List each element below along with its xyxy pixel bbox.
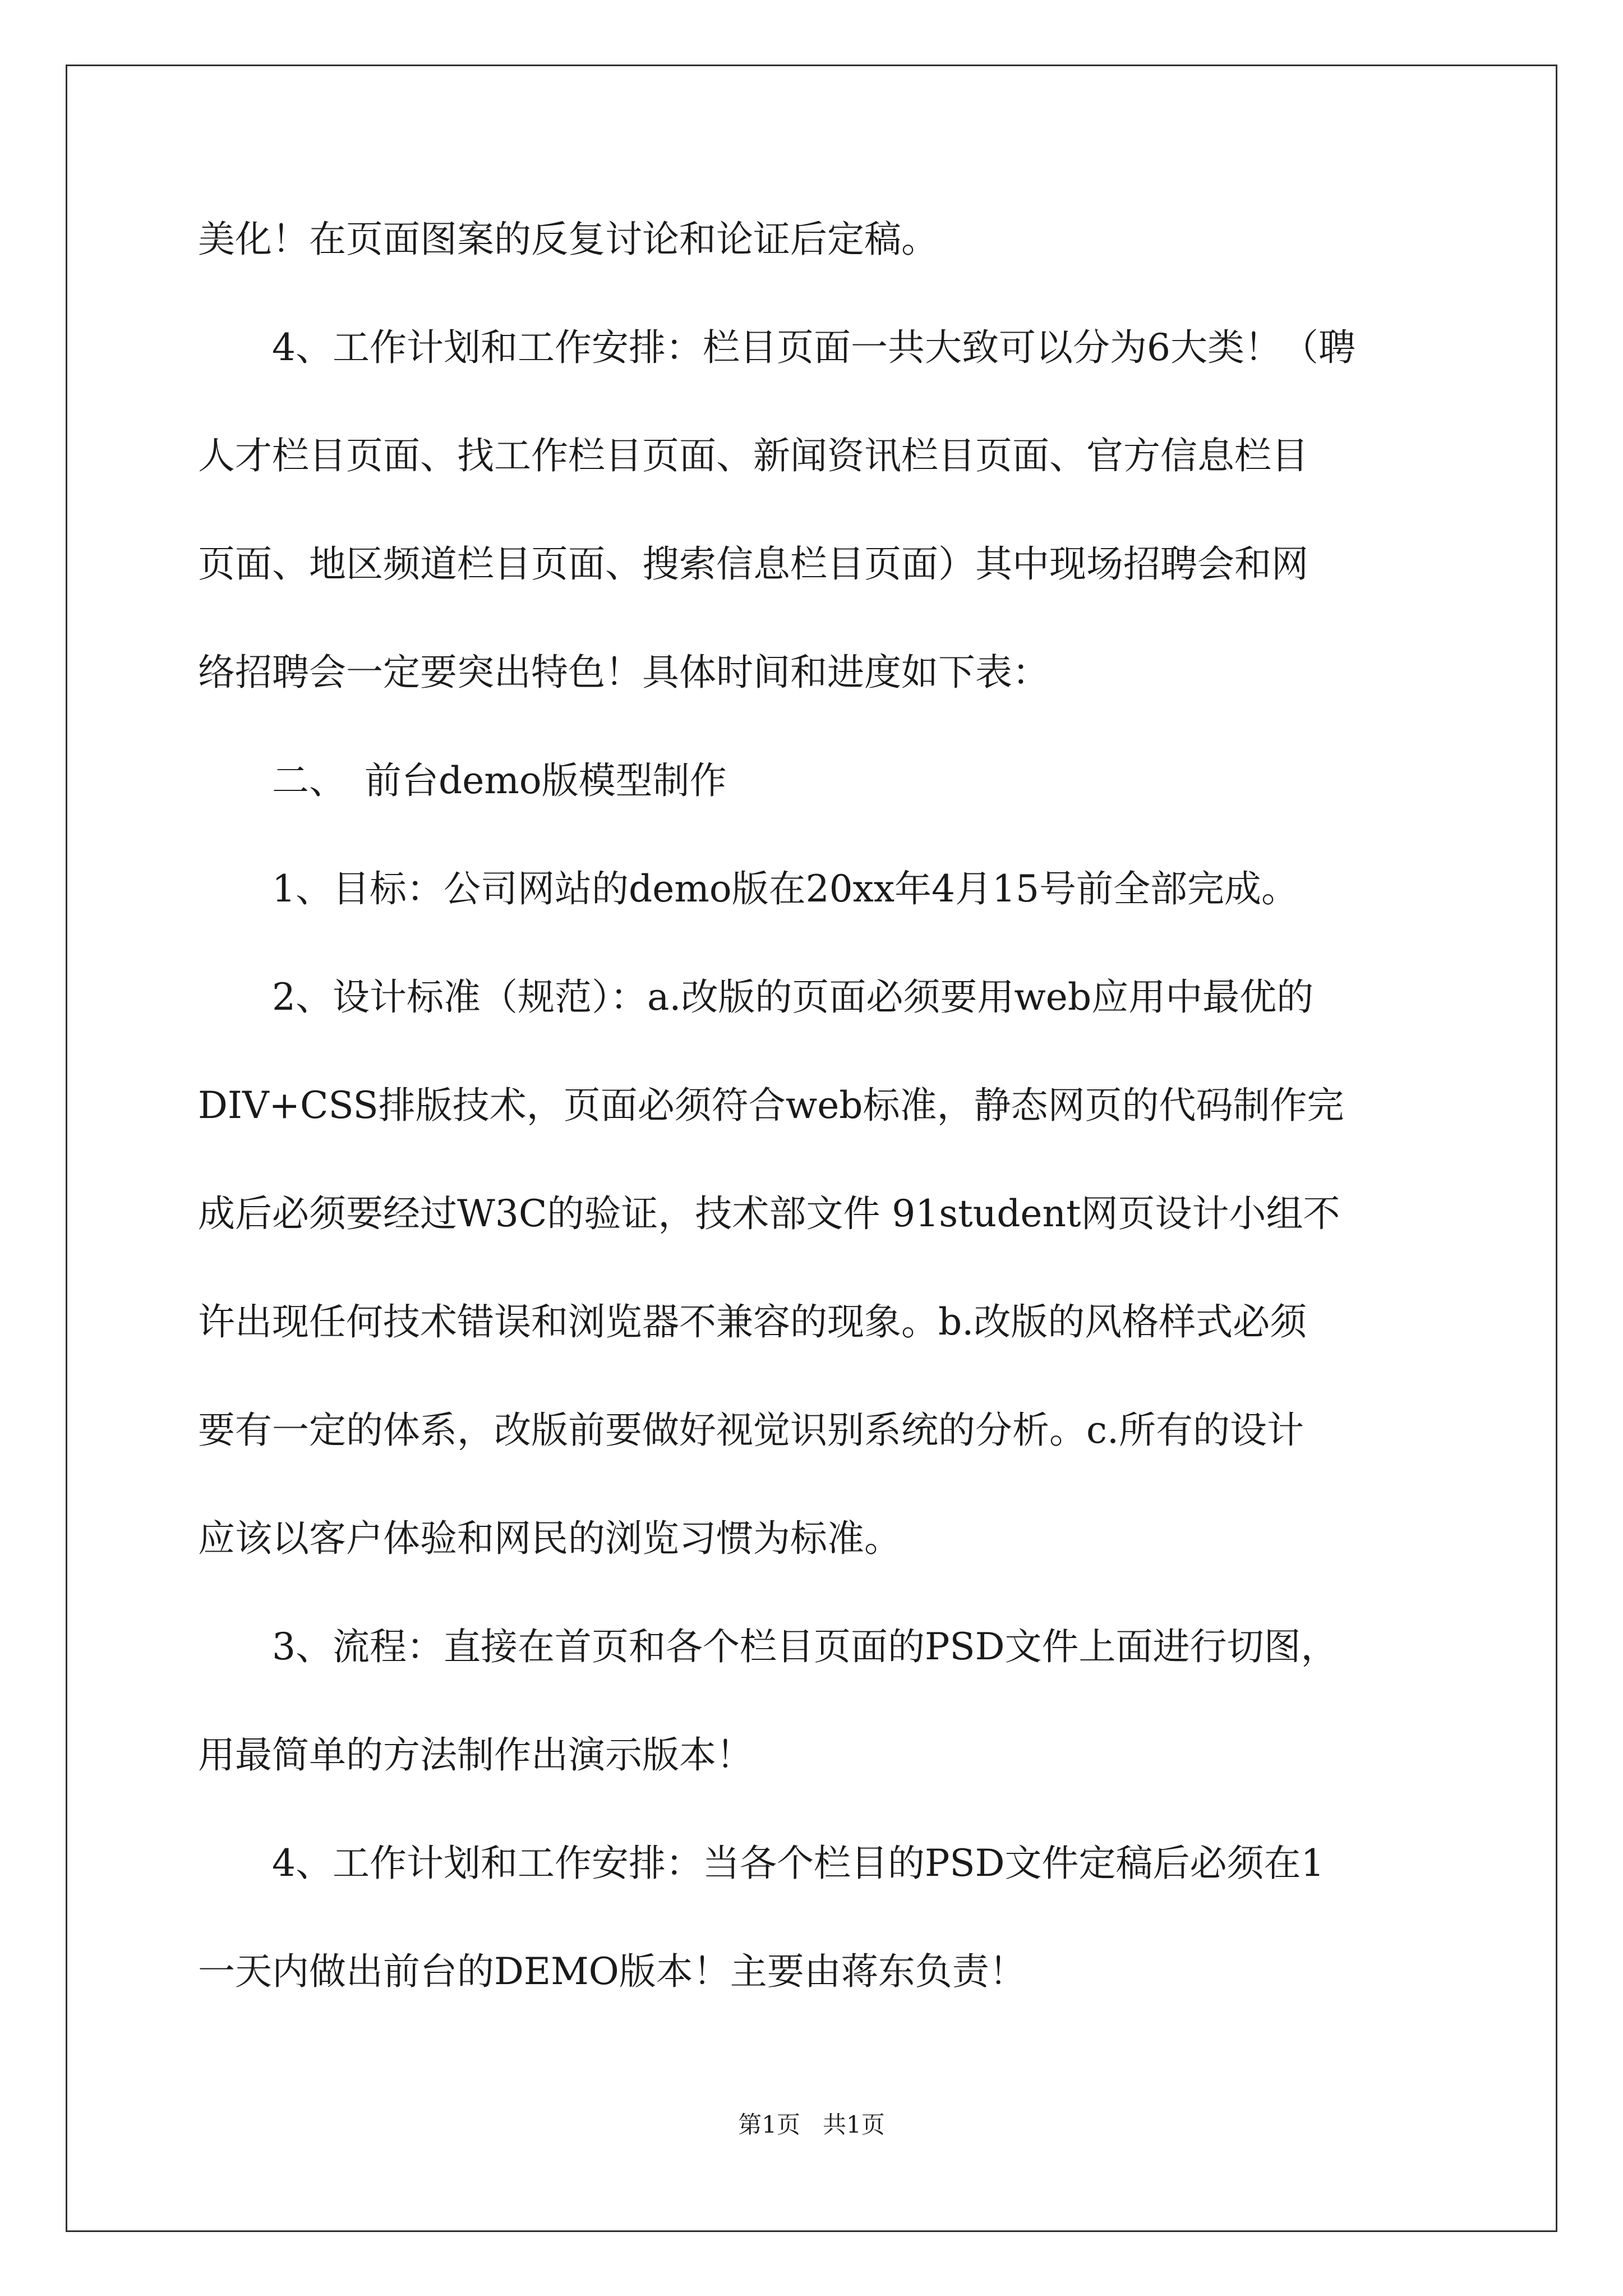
text-line: 一天内做出前台的DEMO版本！主要由蒋东负责！: [198, 1950, 1026, 1993]
text-line: 许出现任何技术错误和浏览器不兼容的现象。b.改版的风格样式必须: [198, 1300, 1307, 1343]
text-line: 人才栏目页面、找工作栏目页面、新闻资讯栏目页面、官方信息栏目: [198, 434, 1308, 477]
text-line: 1、目标：公司网站的demo版在20xx年4月15号前全部完成。: [198, 867, 1299, 910]
text-line: 页面、地区频道栏目页面、搜索信息栏目页面）其中现场招聘会和网: [198, 542, 1308, 586]
page-total: 共1页: [823, 2111, 885, 2138]
text-line: 4、工作计划和工作安排：当各个栏目的PSD文件定稿后必须在1: [198, 1842, 1325, 1885]
text-line: 2、设计标准（规范）：a.改版的页面必须要用web应用中最优的: [198, 976, 1314, 1019]
text-line: 3、流程：直接在首页和各个栏目页面的PSD文件上面进行切图，: [198, 1625, 1338, 1668]
text-line: 要有一定的体系，改版前要做好视觉识别系统的分析。c.所有的设计: [198, 1409, 1304, 1452]
text-line: 用最简单的方法制作出演示版本！: [198, 1733, 753, 1777]
text-line: 4、工作计划和工作安排：栏目页面一共大致可以分为6大类！（聘: [198, 326, 1355, 369]
section-heading: 二、 前台demo版模型制作: [198, 759, 727, 802]
text-line: DIV+CSS排版技术，页面必须符合web标准，静态网页的代码制作完: [198, 1084, 1344, 1127]
page-footer: [0, 2109, 1623, 2141]
text-line: 成后必须要经过W3C的验证，技术部文件 91student网页设计小组不: [198, 1192, 1340, 1235]
text-line: 美化！在页面图案的反复讨论和论证后定稿。: [198, 218, 938, 261]
page-border: [66, 65, 1557, 2232]
text-line: 应该以客户体验和网民的浏览习惯为标准。: [198, 1517, 901, 1560]
page-number: 第1页: [738, 2111, 800, 2138]
text-line: 络招聘会一定要突出特色！具体时间和进度如下表：: [198, 651, 1049, 694]
